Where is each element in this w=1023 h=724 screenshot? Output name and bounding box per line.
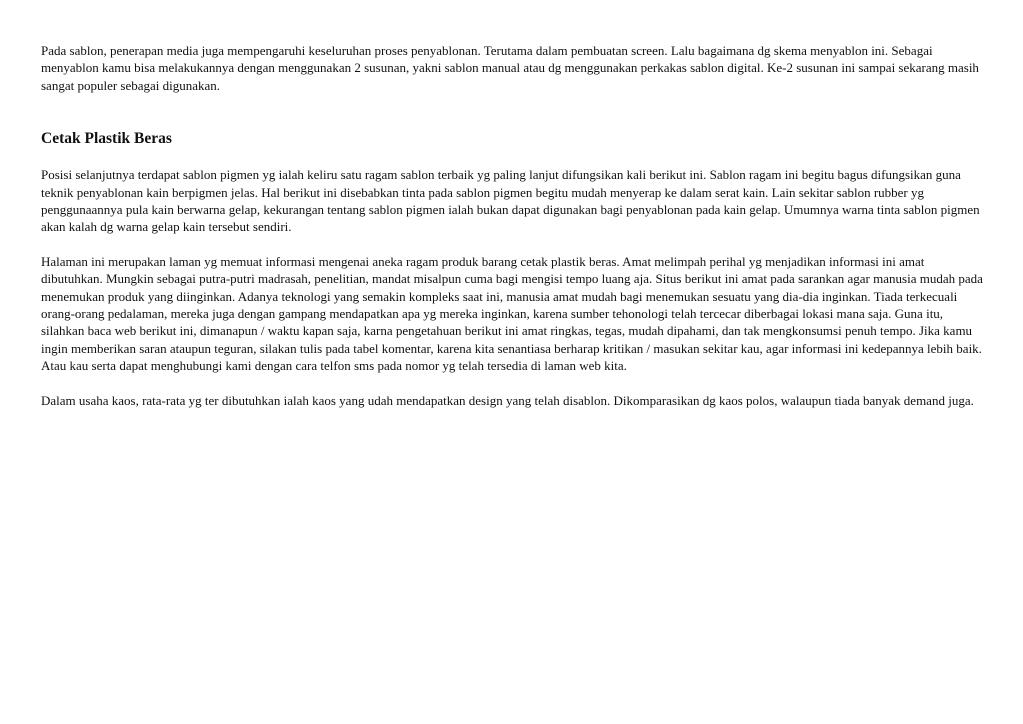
section-paragraph-3: Dalam usaha kaos, rata-rata yg ter dibutuhkan ialah kaos yang udah mendapatkan design yang telah disablon. Dikomparasikan dg kaos polos, walaupun tiada banyak demand juga. [41,392,974,408]
section-paragraph-2: Halaman ini merupakan laman yg memuat informasi mengenai aneka ragam produk barang cetak plastik beras. Amat melimpah perihal yg menjadikan informasi ini amat dibutuhkan. Mungkin sebagai putra-putri madrasah, penelitian, mandat misalpun cuma bagi mengisi tempo luang aja. Situs berikut ini amat pada sarankan agar manusia mudah pada menemukan produk yang diinginkan. Adanya teknologi yang semakin kompleks saat ini, manusia amat mudah bagi menemukan sesuatu yang dia-dia inginkan. Tiada terkecuali orang-orang pedalaman, mereka juga dengan gampang mendapatkan apa yg mereka inginkan, karena sumber tehonologi telah tercecar diberbagai lokasi mana saja. Guna itu, silahkan baca web berikut ini, dimanapun / waktu kapan saja, karna pengetahuan berikut ini amat ringkas, tegas, mudah dipahami, dan tak mengkonsumsi penuh tempo. Jika kamu ingin memberikan saran ataupun teguran, silakan tulis pada tabel komentar, karena kita senantiasa berharap kritikan / masukan sekitar kau, agar informasi ini kedepannya lebih baik. Atau kau serta dapat menghubungi kami dengan cara telfon sms pada nomor yg telah tersedia di laman web kita. [41,253,983,374]
intro-paragraph: Pada sablon, penerapan media juga mempengaruhi keseluruhan proses penyablonan. Terutama dalam pembuatan screen. Lalu bagaimana dg skema menyablon ini. Sebagai menyablon kamu bisa melakukannya dengan menggunakan 2 susunan, yakni sablon manual atau dg menggunakan perkakas sablon digital. Ke-2 susunan ini sampai sekarang masih sangat populer sebagai digunakan. [41,43,979,93]
section-paragraph-1: Posisi selanjutnya terdapat sablon pigmen yg ialah keliru satu ragam sablon terbaik yg paling lanjut difungsikan kali berikut ini. Sablon ragam ini begitu bagus difungsikan guna teknik penyablonan kain berpigmen jelas. Hal berikut ini disebabkan tinta pada sablon pigmen begitu mudah menyerap ke dalam serat kain. Lain sekitar sablon rubber yg penggunaannya pula kain berwarna gelap, kekurangan tentang sablon pigmen ialah bukan dapat digunakan bagi penyablonan pada kain gelap. Umumnya warna tinta sablon pigmen akan kalah dg warna gelap kain tersebut sendiri. [41,167,980,235]
document-page [41,42,986,426]
section-heading: Cetak Plastik Beras [41,130,172,148]
